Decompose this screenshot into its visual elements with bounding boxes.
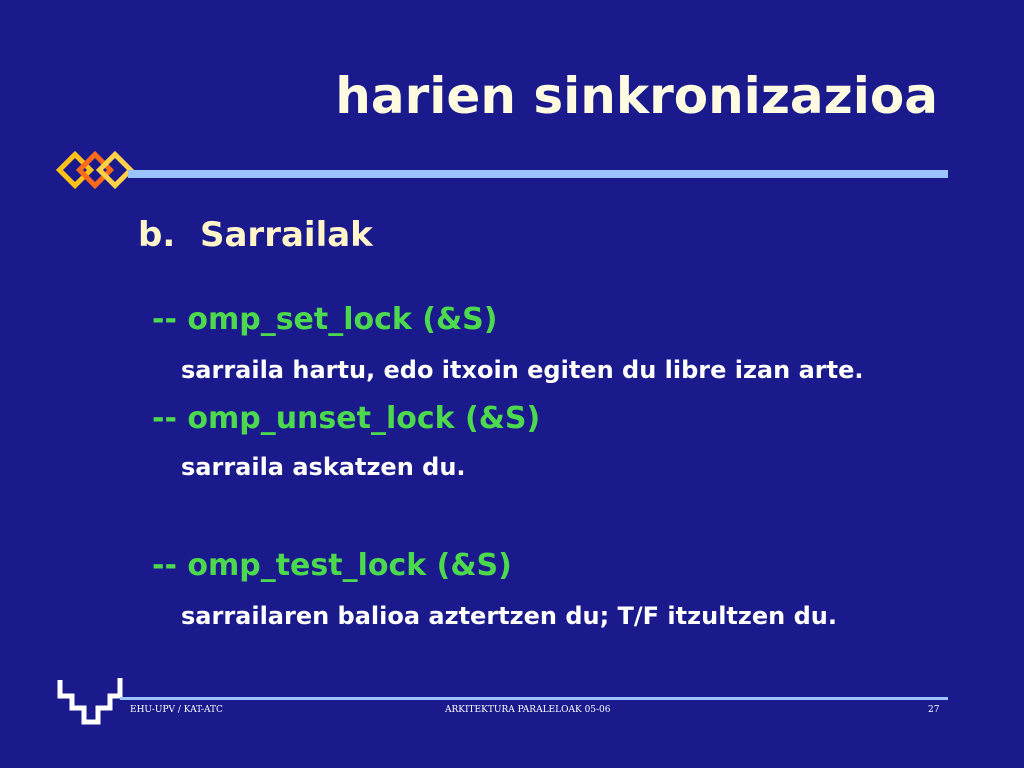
lock-function-test: -- omp_test_lock (&S) xyxy=(152,548,512,583)
lock-function-test-description: sarrailaren balioa aztertzen du; T/F itzultzen du. xyxy=(181,602,837,630)
title-rule xyxy=(128,170,948,178)
lock-function-unset-description: sarraila askatzen du. xyxy=(181,453,466,481)
footer-course: ARKITEKTURA PARALELOAK 05-06 xyxy=(445,705,611,715)
slide-title: harien sinkronizazioa xyxy=(335,67,938,125)
page-number: 27 xyxy=(928,705,940,715)
section-marker: b. xyxy=(138,215,176,255)
section-heading-text: Sarrailak xyxy=(200,215,373,255)
section-heading xyxy=(138,212,373,258)
lock-function-unset: -- omp_unset_lock (&S) xyxy=(152,401,541,436)
lock-function-set: -- omp_set_lock (&S) xyxy=(152,302,498,337)
footer-institution: EHU-UPV / KAT-ATC xyxy=(130,705,223,715)
lock-function-set-description: sarraila hartu, edo itxoin egiten du libre izan arte. xyxy=(181,356,864,384)
interlocked-diamonds-icon xyxy=(50,150,140,198)
ehu-logo-icon xyxy=(56,674,126,726)
footer-rule xyxy=(120,697,948,700)
